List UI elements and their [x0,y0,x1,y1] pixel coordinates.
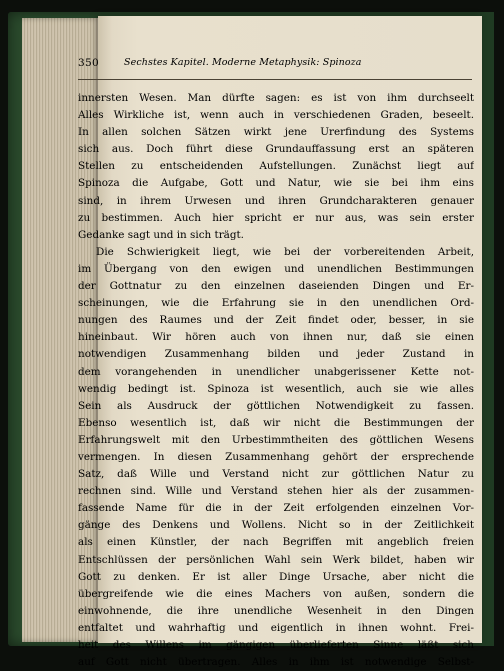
text-line: dem vorangehenden in unendlicher unabgerissener Kette not- [78,365,474,378]
text-line: gänge des Denkens und Wollens. Nicht so in der Zeitlichkeit [78,519,474,532]
text-line: Ebenso wesentlich ist, daß wir nicht die Bestimmungen der [78,416,474,429]
text-line: der Gottnatur zu den einzelnen daseienden Dingen und Er- [78,280,474,293]
text-line: heit des Willens im gängigen überlieferten Sinne läßt sich [78,639,474,651]
text-line: rechnen sind. Wille und Verstand stehen hier als der zusammen- [78,485,474,498]
text-line: Spinoza die Aufgabe, Gott und Natur, wie sie bei ihm eins [78,177,474,190]
text-line: Erfahrungswelt mit den Urbestimmtheiten des göttlichen Wesens [78,433,474,446]
text-line: Entschlüssen der persönlichen Wahl sein Werk bildet, haben wir [78,553,474,566]
text-line: Sein als Ausdruck der göttlichen Notwendigkeit zu fassen. [78,399,474,412]
text-line: fassende Name für die in der Zeit erfolgenden einzelnen Vor- [78,502,474,515]
text-line: auf Gott nicht übertragen. Alles in ihm ist notwendige Selbst- [78,656,474,669]
text-line: nungen des Raumes und der Zeit findet oder, besser, in sie [78,314,474,327]
text-line: notwendigen Zusammenhang bilden und jeder Zustand in [78,348,474,361]
running-head: Sechstes Kapitel. Moderne Metaphysik: Spinoza [124,57,362,68]
text-line: Satz, daß Wille und Verstand nicht zur göttlichen Natur zu [78,468,474,481]
text-line: Stellen zu entscheidenden Aufstellungen. Zunächst liegt auf [78,160,474,173]
text-line: wendig bedingt ist. Spinoza ist wesentlich, auch sie wie alles [78,382,474,395]
text-line: Gedanke sagt und in sich trägt. [78,228,244,241]
text-line: vermengen. In diesen Zusammenhang gehört der ersprechende [78,450,474,463]
text-line: im Übergang von den ewigen und unendlichen Bestimmungen [78,262,474,275]
text-line: als einen Künstler, der nach Begriffen mit angeblich freien [78,536,474,549]
text-line: sind, in ihrem Urwesen und ihren Grundcharakteren genauer [78,194,474,207]
page-number: 350 [78,57,99,69]
page-header [78,57,468,75]
cover-edge [480,12,494,646]
text-line: Alles Wirkliche ist, wenn auch in verschiedenen Graden, beseelt. [78,109,474,122]
header-rule [78,79,472,80]
text-line: sich aus. Doch führt diese Grundauffassung erst an späteren [78,143,474,156]
text-line: Die Schwierigkeit liegt, wie bei der vorbereitenden Arbeit, [96,245,474,258]
text-line: entfaltet und wahrhaftig und eigentlich in ihnen wohnt. Frei- [78,621,474,634]
text-line: In allen solchen Sätzen wirkt jene Urerfindung des Systems [78,126,474,139]
text-line: Gott zu denken. Er ist aller Dinge Ursache, aber nicht die [78,570,474,583]
text-line: innersten Wesen. Man dürfte sagen: es ist von ihm durchseelt [78,92,474,104]
body-text [78,90,474,671]
text-line: scheinungen, wie die Erfahrung sie in den unendlichen Ord- [78,297,474,310]
text-line: zu bestimmen. Auch hier spricht er nur aus, was sein erster [78,211,474,224]
text-line: einwohnende, die ihre unendliche Wesenheit in den Dingen [78,604,474,617]
text-line: hineinbaut. Wir hören auch von ihnen nur, daß sie einen [78,331,474,344]
text-line: übergreifende wie die eines Machers von außen, sondern die [78,587,474,600]
